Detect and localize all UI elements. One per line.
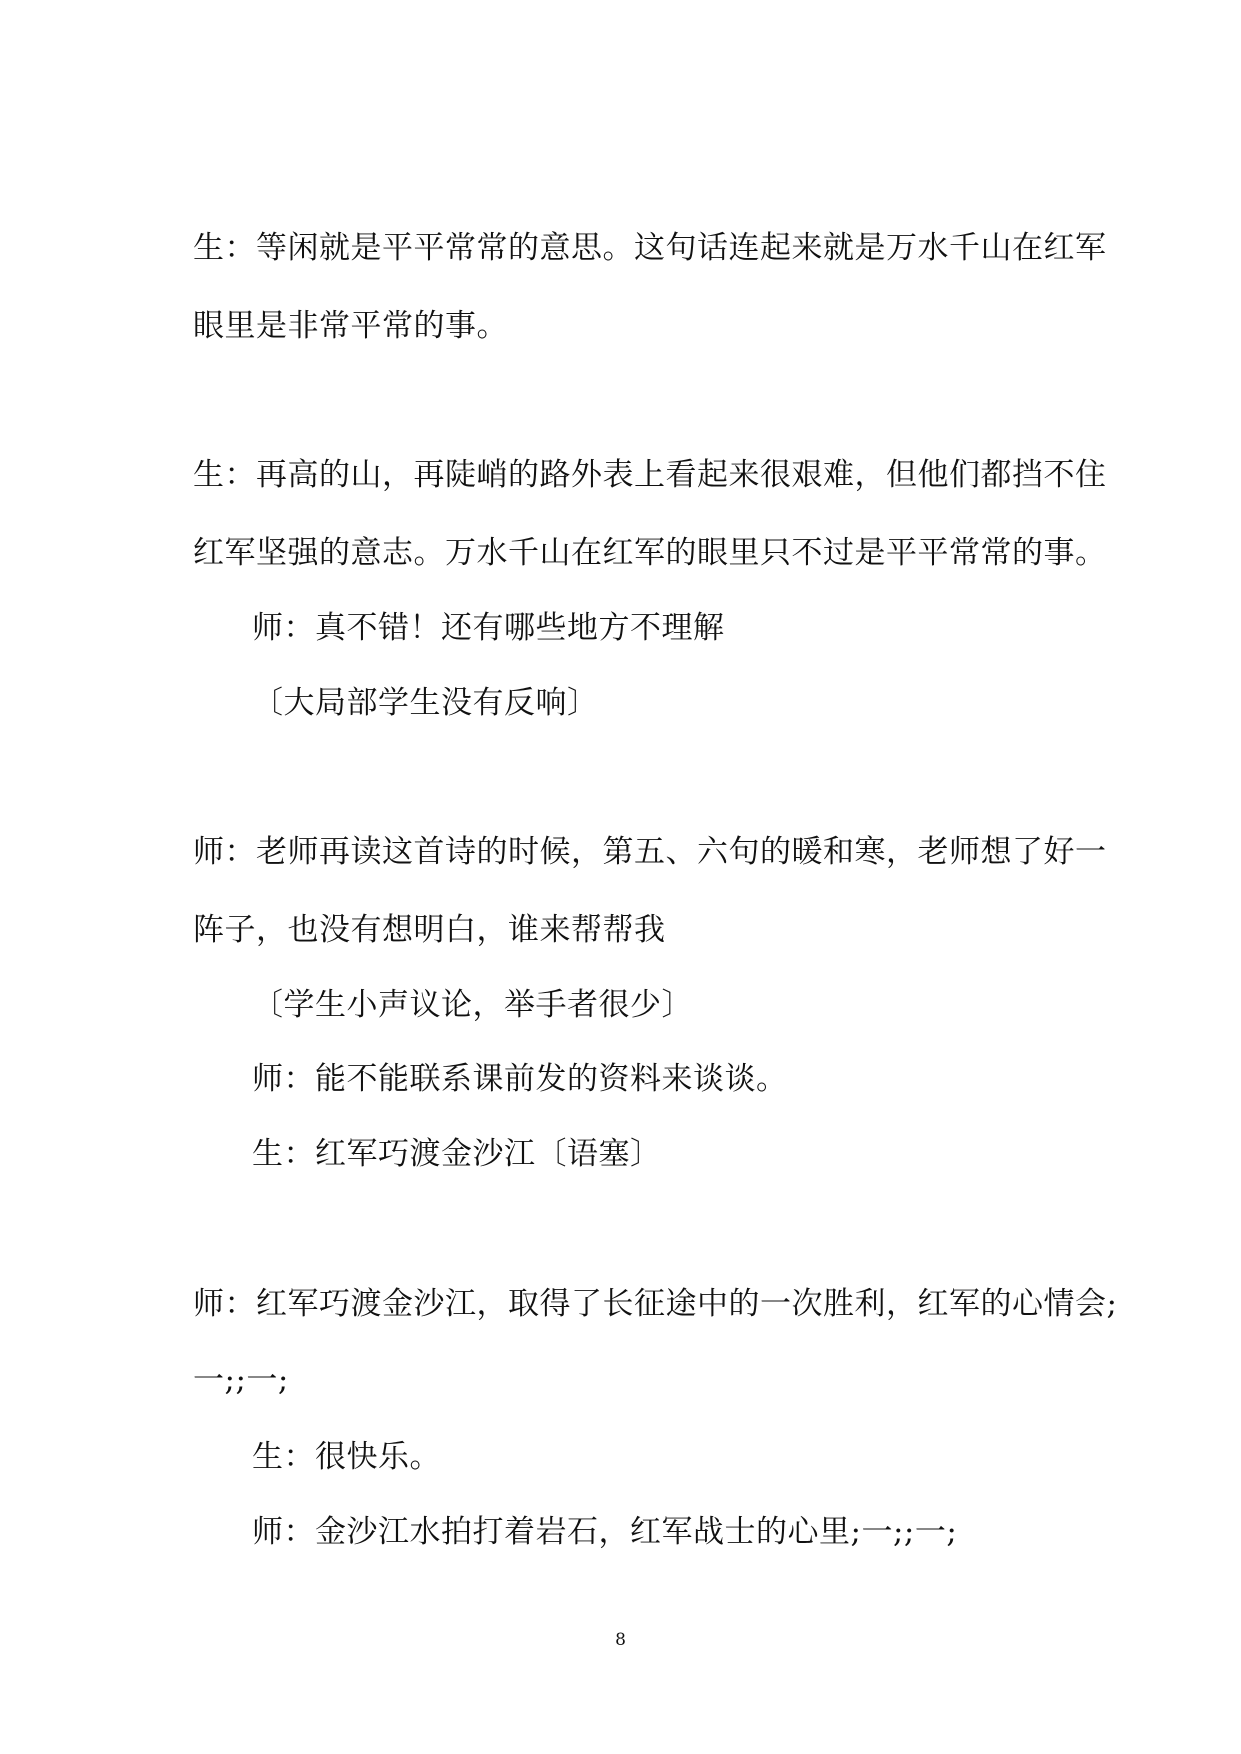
text-line: 生：红军巧渡金沙江〔语塞〕 — [252, 1136, 662, 1172]
text-line: 〔大局部学生没有反响〕 — [252, 685, 599, 721]
text-line: 红军坚强的意志。万水千山在红军的眼里只不过是平平常常的事。 — [193, 535, 1107, 571]
text-line: 师：金沙江水拍打着岩石，红军战士的心里;一;;一; — [252, 1514, 958, 1550]
text-line: 生：很快乐。 — [252, 1439, 441, 1475]
text-line: 生：再高的山，再陡峭的路外表上看起来很艰难，但他们都挡不住 — [193, 457, 1107, 493]
text-line: 一;;一; — [193, 1362, 289, 1398]
text-line: 〔学生小声议论，举手者很少〕 — [252, 987, 693, 1023]
text-line: 师：能不能联系课前发的资料来谈谈。 — [252, 1061, 788, 1097]
text-line: 师：老师再读这首诗的时候，第五、六句的暖和寒，老师想了好一 — [193, 834, 1107, 870]
text-line: 师：红军巧渡金沙江，取得了长征途中的一次胜利，红军的心情会; — [193, 1286, 1118, 1322]
text-line: 眼里是非常平常的事。 — [193, 308, 508, 344]
page-number: 8 — [615, 1630, 626, 1650]
text-line: 阵子，也没有想明白，谁来帮帮我 — [193, 912, 666, 948]
text-line: 生：等闲就是平平常常的意思。这句话连起来就是万水千山在红军 — [193, 230, 1107, 266]
text-line: 师：真不错！还有哪些地方不理解 — [252, 610, 725, 646]
